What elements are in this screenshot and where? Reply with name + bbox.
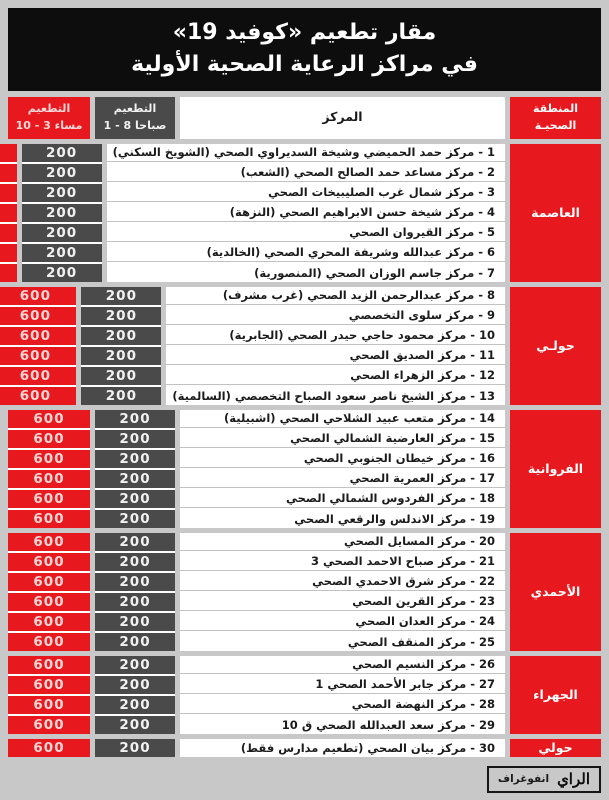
center-name-cell: 10 - مركز محمود حاجي حيدر الصحي (الجابرية) <box>166 327 505 345</box>
center-name-cell: 26 - مركز النسيم الصحي <box>180 656 505 674</box>
morning-count-cell: 200 <box>95 633 175 651</box>
health-region-section <box>8 287 601 405</box>
morning-count-cell: 200 <box>95 510 175 528</box>
health-region-section <box>8 533 601 651</box>
evening-count-cell <box>0 224 17 242</box>
center-column <box>180 533 505 651</box>
evening-count-cell: 600 <box>8 676 90 694</box>
evening-count-cell <box>0 164 17 182</box>
evening-count-cell <box>0 184 17 202</box>
region-label: الفروانية <box>510 410 601 528</box>
evening-count-cell: 600 <box>8 553 90 571</box>
evening-count-cell: 600 <box>0 347 76 365</box>
center-name-cell: 30 - مركز بيان الصحي (تطعيم مدارس فقط) <box>180 739 505 757</box>
center-name-cell: 4 - مركز شيخة حسن الابراهيم الصحي (النزهة) <box>107 204 505 222</box>
center-column <box>166 287 505 405</box>
center-name-cell: 2 - مركز مساعد حمد الصالح الصحي (الشعب) <box>107 164 505 182</box>
morning-count-cell: 200 <box>81 367 161 385</box>
center-name-cell: 12 - مركز الزهراء الصحي <box>166 367 505 385</box>
region-label: الأحمدي <box>510 533 601 651</box>
morning-column <box>22 144 102 282</box>
center-name-cell: 8 - مركز عبدالرحمن الزيد الصحي (غرب مشرف) <box>166 287 505 305</box>
morning-count-cell: 200 <box>95 430 175 448</box>
evening-count-cell: 600 <box>8 510 90 528</box>
evening-count-cell <box>0 264 17 282</box>
evening-count-cell: 600 <box>8 430 90 448</box>
center-name-cell: 29 - مركز سعد العبدالله الصحي ق 10 <box>180 716 505 734</box>
morning-count-cell: 200 <box>95 470 175 488</box>
morning-count-cell: 200 <box>22 224 102 242</box>
vaccination-table-body <box>8 144 601 762</box>
center-column <box>107 144 505 282</box>
health-region-section <box>8 656 601 734</box>
morning-count-cell: 200 <box>95 593 175 611</box>
header-center-column <box>180 97 505 139</box>
center-column <box>180 656 505 734</box>
morning-count-cell: 200 <box>95 450 175 468</box>
center-name-cell: 20 - مركز المسايل الصحي <box>180 533 505 551</box>
morning-count-cell: 200 <box>22 164 102 182</box>
center-name-cell: 27 - مركز جابر الأحمد الصحي 1 <box>180 676 505 694</box>
region-label: العاصمة <box>510 144 601 282</box>
morning-count-cell: 200 <box>95 656 175 674</box>
evening-count-cell: 600 <box>8 410 90 428</box>
evening-column <box>0 144 17 282</box>
evening-count-cell <box>0 204 17 222</box>
center-name-cell: 24 - مركز العدان الصحي <box>180 613 505 631</box>
evening-count-cell: 600 <box>0 387 76 405</box>
center-name-cell: 25 - مركز المنقف الصحي <box>180 633 505 651</box>
morning-count-cell: 200 <box>95 533 175 551</box>
credit-box <box>487 766 601 793</box>
evening-column <box>8 533 90 651</box>
evening-count-cell: 600 <box>8 450 90 468</box>
morning-count-cell: 200 <box>81 287 161 305</box>
region-label: حولي <box>510 739 601 757</box>
evening-count-cell: 600 <box>8 573 90 591</box>
center-column <box>180 739 505 757</box>
table-header-row <box>8 97 601 139</box>
header-evening-line1: التطعيم <box>27 102 71 116</box>
evening-column <box>8 656 90 734</box>
evening-column <box>0 287 76 405</box>
evening-count-cell: 600 <box>8 716 90 734</box>
morning-column <box>95 656 175 734</box>
morning-column <box>95 739 175 757</box>
morning-count-cell: 200 <box>81 307 161 325</box>
center-name-cell: 18 - مركز الفردوس الشمالي الصحي <box>180 490 505 508</box>
morning-count-cell: 200 <box>22 244 102 262</box>
morning-count-cell: 200 <box>95 553 175 571</box>
center-name-cell: 17 - مركز العمرية الصحي <box>180 470 505 488</box>
evening-column <box>8 739 90 757</box>
title-block <box>8 8 601 91</box>
morning-count-cell: 200 <box>81 387 161 405</box>
evening-count-cell: 600 <box>8 633 90 651</box>
center-name-cell: 1 - مركز حمد الحميضي وشيخة السديراوي الصحي (الشويخ السكني) <box>107 144 505 162</box>
footer <box>8 766 601 793</box>
morning-count-cell: 200 <box>95 696 175 714</box>
evening-count-cell: 600 <box>8 593 90 611</box>
evening-count-cell: 600 <box>8 656 90 674</box>
evening-count-cell: 600 <box>8 739 90 757</box>
evening-column <box>8 410 90 528</box>
morning-column <box>95 410 175 528</box>
center-name-cell: 16 - مركز خيطان الجنوبي الصحي <box>180 450 505 468</box>
center-name-cell: 5 - مركز القيروان الصحي <box>107 224 505 242</box>
center-name-cell: 19 - مركز الاندلس والرقعي الصحي <box>180 510 505 528</box>
morning-column <box>95 533 175 651</box>
center-name-cell: 22 - مركز شرق الاحمدي الصحي <box>180 573 505 591</box>
morning-count-cell: 200 <box>95 716 175 734</box>
morning-column <box>81 287 161 405</box>
morning-count-cell: 200 <box>22 204 102 222</box>
morning-count-cell: 200 <box>95 410 175 428</box>
center-name-cell: 28 - مركز النهضة الصحي <box>180 696 505 714</box>
morning-count-cell: 200 <box>22 184 102 202</box>
header-region-line1: المنطقة <box>532 102 579 116</box>
center-name-cell: 13 - مركز الشيخ ناصر سعود الصباح التخصصي (السالمية) <box>166 387 505 405</box>
evening-count-cell: 600 <box>0 307 76 325</box>
region-label: حولـي <box>510 287 601 405</box>
evening-count-cell: 600 <box>0 367 76 385</box>
evening-count-cell: 600 <box>0 287 76 305</box>
alrai-logo: الراي <box>557 769 590 788</box>
morning-count-cell: 200 <box>22 144 102 162</box>
region-label: الجهراء <box>510 656 601 734</box>
morning-count-cell: 200 <box>95 573 175 591</box>
health-region-section <box>8 410 601 528</box>
center-name-cell: 14 - مركز متعب عبيد الشلاحي الصحي (اشبيلية) <box>180 410 505 428</box>
header-center-label: المركز <box>322 109 363 125</box>
header-region-line2: الصحيـة <box>534 118 577 132</box>
center-name-cell: 3 - مركز شمال غرب الصليبيخات الصحي <box>107 184 505 202</box>
morning-count-cell: 200 <box>95 676 175 694</box>
center-name-cell: 6 - مركز عبدالله وشريفة المحري الصحي (الخالدية) <box>107 244 505 262</box>
title-line-1: مقار تطعيم «كوفيد 19» <box>172 20 437 45</box>
center-column <box>180 410 505 528</box>
center-name-cell: 15 - مركز العارضية الشمالي الصحي <box>180 430 505 448</box>
center-name-cell: 21 - مركز صباح الاحمد الصحي 3 <box>180 553 505 571</box>
evening-count-cell: 600 <box>8 533 90 551</box>
morning-count-cell: 200 <box>95 490 175 508</box>
header-region-column <box>510 97 601 139</box>
morning-count-cell: 200 <box>95 739 175 757</box>
infograph-credit-label: انفوغراف <box>497 772 550 785</box>
header-morning-line2: صباحا 8 - 1 <box>103 118 167 132</box>
morning-count-cell: 200 <box>22 264 102 282</box>
center-name-cell: 9 - مركز سلوى التخصصي <box>166 307 505 325</box>
evening-count-cell: 600 <box>8 470 90 488</box>
center-name-cell: 23 - مركز القرين الصحي <box>180 593 505 611</box>
evening-count-cell <box>0 244 17 262</box>
infographic-page <box>8 8 601 792</box>
evening-count-cell <box>0 144 17 162</box>
morning-count-cell: 200 <box>81 327 161 345</box>
evening-count-cell: 600 <box>8 696 90 714</box>
header-morning-line1: التطعيم <box>113 102 157 116</box>
title-line-2: في مراكز الرعاية الصحية الأولية <box>131 51 478 77</box>
evening-count-cell: 600 <box>8 490 90 508</box>
health-region-section <box>8 144 601 282</box>
evening-count-cell: 600 <box>8 613 90 631</box>
morning-count-cell: 200 <box>95 613 175 631</box>
header-evening-line2: مساء 3 - 10 <box>15 118 83 132</box>
header-morning-column <box>95 97 175 139</box>
center-name-cell: 11 - مركز الصديق الصحي <box>166 347 505 365</box>
morning-count-cell: 200 <box>81 347 161 365</box>
health-region-section <box>8 739 601 757</box>
header-evening-column <box>8 97 90 139</box>
center-name-cell: 7 - مركز جاسم الوزان الصحي (المنصورية) <box>107 264 505 282</box>
evening-count-cell: 600 <box>0 327 76 345</box>
